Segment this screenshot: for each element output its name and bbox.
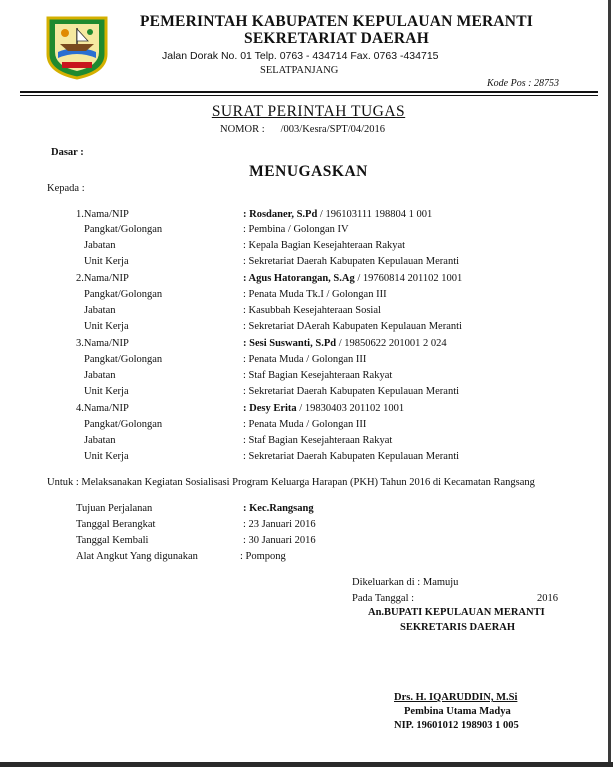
unit-value: : Sekretariat Daerah Kabupaten Kepulauan Meranti	[243, 451, 460, 462]
nomor-label: NOMOR :	[220, 124, 265, 135]
pangkat-value: : Penata Muda / Golongan III	[243, 419, 367, 430]
letterhead-rule-thick	[20, 91, 598, 93]
pangkat-value: : Penata Muda Tk.I / Golongan III	[243, 289, 387, 300]
person-nip: / 19830403 201102 1001	[296, 403, 405, 414]
berangkat-value: : 23 Januari 2016	[243, 519, 316, 530]
unit-label: Unit Kerja	[84, 256, 129, 267]
nama-label: 1.Nama/NIP	[76, 209, 129, 220]
page-edge-bottom	[0, 762, 613, 767]
header-postcode: Kode Pos : 28753	[487, 78, 559, 89]
nama-value	[243, 338, 447, 349]
unit-label: Unit Kerja	[84, 451, 129, 462]
nama-value	[243, 209, 432, 220]
berangkat-label: Tanggal Berangkat	[76, 519, 156, 530]
jabatan-value: : Staf Bagian Kesejahteraan Rakyat	[243, 370, 393, 381]
person-name: : Agus Hatorangan, S.Ag	[243, 273, 355, 284]
unit-value: : Sekretariat Daerah Kabupaten Kepulauan Meranti	[243, 386, 460, 397]
pangkat-label: Pangkat/Golongan	[84, 289, 163, 300]
tujuan-label: Tujuan Perjalanan	[76, 503, 153, 514]
jabatan-label: Jabatan	[84, 370, 116, 381]
pada-tanggal-label: Pada Tanggal :	[352, 593, 415, 604]
person-name: : Sesi Suswanti, S.Pd	[243, 338, 337, 349]
signatory-name: Drs. H. IQARUDDIN, M.Si	[394, 692, 518, 703]
kembali-value: : 30 Januari 2016	[243, 535, 316, 546]
unit-value: : Sekretariat DAerah Kabupaten Kepulauan Meranti	[243, 321, 462, 332]
nomor-value: /003/Kesra/SPT/04/2016	[280, 124, 386, 135]
person-nip: / 196103111 198804 1 001	[317, 209, 433, 220]
header-secretariat-name: SEKRETARIAT DAERAH	[244, 30, 429, 47]
signatory-position: SEKRETARIS DAERAH	[400, 622, 516, 633]
document-number	[220, 124, 385, 135]
pangkat-value: : Pembina / Golongan IV	[243, 224, 349, 235]
tujuan-value: : Kec.Rangsang	[243, 503, 314, 514]
person-name: : Rosdaner, S.Pd	[243, 209, 318, 220]
pangkat-label: Pangkat/Golongan	[84, 419, 163, 430]
header-city: SELATPANJANG	[260, 65, 339, 76]
jabatan-label: Jabatan	[84, 435, 116, 446]
document-title: SURAT PERINTAH TUGAS	[211, 103, 406, 120]
untuk-purpose: Untuk : Melaksanakan Kegiatan Sosialisasi Program Keluarga Harapan (PKH) Tahun 2016 di Kecamatan Rangsang	[47, 477, 535, 488]
pangkat-label: Pangkat/Golongan	[84, 354, 163, 365]
dikeluarkan-di: Dikeluarkan di : Mamuju	[352, 577, 459, 588]
dasar-label: Dasar :	[51, 147, 84, 158]
jabatan-value: : Kasubbah Kesejahteraan Sosial	[243, 305, 381, 316]
jabatan-label: Jabatan	[84, 240, 116, 251]
angkut-label: Alat Angkut Yang digunakan	[76, 551, 198, 562]
header-government-name: PEMERINTAH KABUPATEN KEPULAUAN MERANTI	[140, 13, 533, 30]
person-nip: / 19850622 201001 2 024	[336, 338, 447, 349]
header-address: Jalan Dorak No. 01 Telp. 0763 - 434714 Fax. 0763 -434715	[162, 50, 439, 62]
unit-label: Unit Kerja	[84, 321, 129, 332]
kepada-label: Kepada :	[47, 183, 85, 194]
nama-label: 3.Nama/NIP	[76, 338, 129, 349]
page-edge-right	[608, 0, 611, 767]
letterhead-rule-thin	[20, 95, 598, 96]
menugaskan-heading: MENUGASKAN	[249, 163, 368, 180]
person-name: : Desy Erita	[243, 403, 297, 414]
jabatan-value: : Staf Bagian Kesejahteraan Rakyat	[243, 435, 393, 446]
unit-label: Unit Kerja	[84, 386, 129, 397]
signatory-nip: NIP. 19601012 198903 1 005	[394, 720, 519, 731]
pada-tanggal-year: 2016	[537, 593, 558, 604]
signatory-on-behalf: An.BUPATI KEPULAUAN MERANTI	[368, 607, 545, 618]
nama-value	[243, 273, 462, 284]
signatory-rank: Pembina Utama Madya	[404, 706, 511, 717]
person-nip: / 19760814 201102 1001	[354, 273, 463, 284]
unit-value: : Sekretariat Daerah Kabupaten Kepulauan Meranti	[243, 256, 460, 267]
angkut-value: : Pompong	[240, 551, 286, 562]
pangkat-label: Pangkat/Golongan	[84, 224, 163, 235]
nama-value	[243, 403, 404, 414]
jabatan-label: Jabatan	[84, 305, 116, 316]
kembali-label: Tanggal Kembali	[76, 535, 149, 546]
nama-label: 4.Nama/NIP	[76, 403, 129, 414]
jabatan-value: : Kepala Bagian Kesejahteraan Rakyat	[243, 240, 406, 251]
nama-label: 2.Nama/NIP	[76, 273, 129, 284]
pangkat-value: : Penata Muda / Golongan III	[243, 354, 367, 365]
